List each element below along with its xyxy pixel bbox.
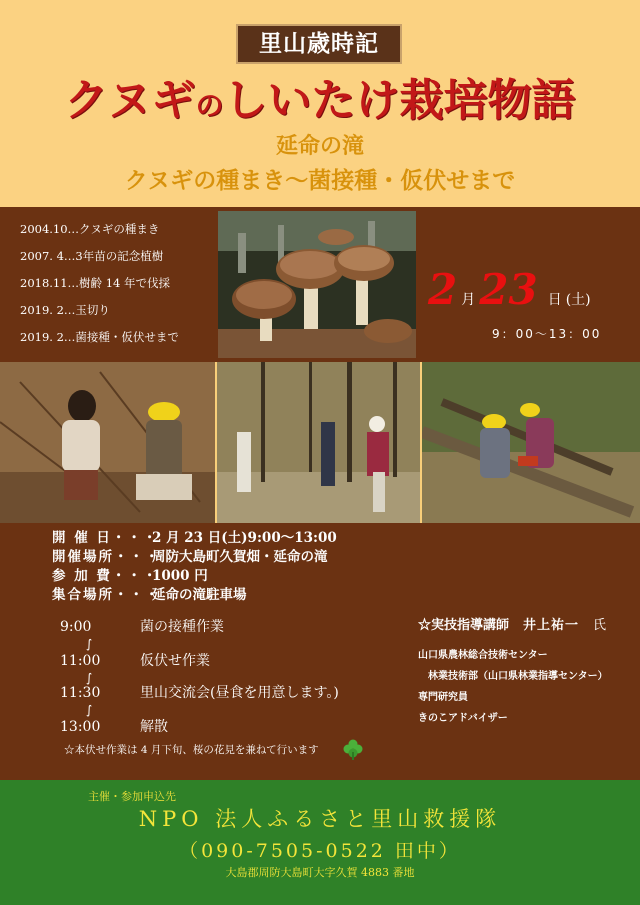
instructor-heading: [418, 614, 634, 633]
schedule-connector: ∫: [86, 637, 93, 651]
detail-venue: [52, 548, 337, 567]
date-day: 23: [479, 265, 538, 314]
instructor-department: 林業技術部（山口県林業指導センター）: [418, 671, 608, 682]
event-date: [420, 207, 640, 362]
schedule-connector: ∫: [86, 671, 93, 685]
detail-value: 2 月 23 日(土)9:00〜13:00: [152, 530, 337, 546]
schedule-item: [60, 683, 339, 703]
schedule-time: 11:30: [60, 685, 101, 701]
instructor-name: 井上祐一: [523, 618, 580, 633]
schedule-time: 9:00: [60, 619, 92, 635]
date-month-unit: 月: [461, 292, 476, 308]
instructor-info: [418, 614, 634, 729]
schedule-activity: 菌の接種作業: [140, 619, 224, 635]
organizer-name: NPO 法人ふるさと里山救援隊: [138, 807, 502, 831]
date-month: 2: [428, 265, 458, 314]
photo-sowing: [0, 362, 215, 523]
photo-strip: [0, 362, 640, 523]
detail-label: 開催場所・・・: [52, 549, 161, 565]
history-list: [20, 216, 179, 351]
schedule-connector: ∫: [86, 703, 93, 717]
detail-label: 集合場所・・・: [52, 587, 161, 603]
host-label: 主催・参加申込先: [88, 790, 176, 803]
title-part2: しいたけ栽培物語: [223, 75, 576, 126]
schedule-time: 11:00: [60, 653, 101, 669]
date-time: 9：00〜13：00: [492, 327, 602, 341]
detail-date: [52, 529, 337, 548]
shiitake-photo: [218, 211, 416, 358]
subtitle-description: クヌギの種まき〜菌接種・仮伏せまで: [124, 167, 516, 194]
detail-value: 周防大島町久賀畑・延命の滝: [152, 549, 328, 565]
title-part1: クヌギ: [64, 75, 196, 126]
history-item: 2004.10…クヌギの種まき: [20, 222, 160, 236]
contact-phone: （090-7505-0522 田中）: [179, 840, 461, 862]
schedule-activity: 解散: [140, 719, 168, 735]
instructor-role: きのこアドバイザー: [418, 713, 508, 724]
instructor-affiliation: 山口県農林総合技術センター: [418, 650, 548, 661]
date-main: [428, 265, 595, 314]
history-item: 2019. 2…菌接種・仮伏せまで: [20, 330, 179, 344]
history-item: 2018.11…樹齢 14 年で伐採: [20, 276, 170, 290]
detail-fee: [52, 567, 337, 586]
history-item: 2007. 4…3年苗の記念植樹: [20, 249, 164, 263]
event-details: [52, 529, 337, 605]
schedule-activity: 仮伏せ作業: [140, 653, 210, 669]
note-text: ☆本伏せ作業は 4 月下旬、桜の花見を兼ねて行います: [64, 744, 319, 756]
schedule-item: [60, 617, 224, 637]
schedule-time: 13:00: [60, 719, 101, 735]
schedule-item: [60, 717, 168, 737]
series-badge: 里山歳時記: [236, 24, 402, 64]
photo-forest: [217, 362, 420, 523]
date-weekday: (土): [565, 292, 591, 308]
detail-label: 参 加 費・・・: [52, 568, 159, 584]
instructor-label: ☆実技指導講師: [418, 618, 510, 633]
instructor-position: 専門研究員: [418, 692, 468, 703]
detail-value: 1000 円: [152, 568, 208, 584]
schedule-activity: 里山交流会(昼食を用意します。): [140, 685, 339, 701]
organizer-address: 大島郡周防大島町大字久賀 4883 番地: [225, 866, 415, 879]
detail-meeting-place: [52, 586, 337, 605]
history-item: 2019. 2…玉切り: [20, 303, 110, 317]
schedule-item: [60, 651, 210, 671]
date-day-unit: 日: [547, 292, 562, 308]
title-particle: の: [195, 89, 224, 122]
instructor-honorific: 氏: [593, 618, 607, 633]
photo-cutting: [422, 362, 640, 523]
subtitle-location: 延命の滝: [275, 133, 364, 159]
detail-label: 開 催 日・・・: [52, 530, 159, 546]
poster-title: [0, 72, 640, 135]
clover-icon: [342, 738, 364, 760]
detail-value: 延命の滝駐車場: [152, 587, 247, 603]
